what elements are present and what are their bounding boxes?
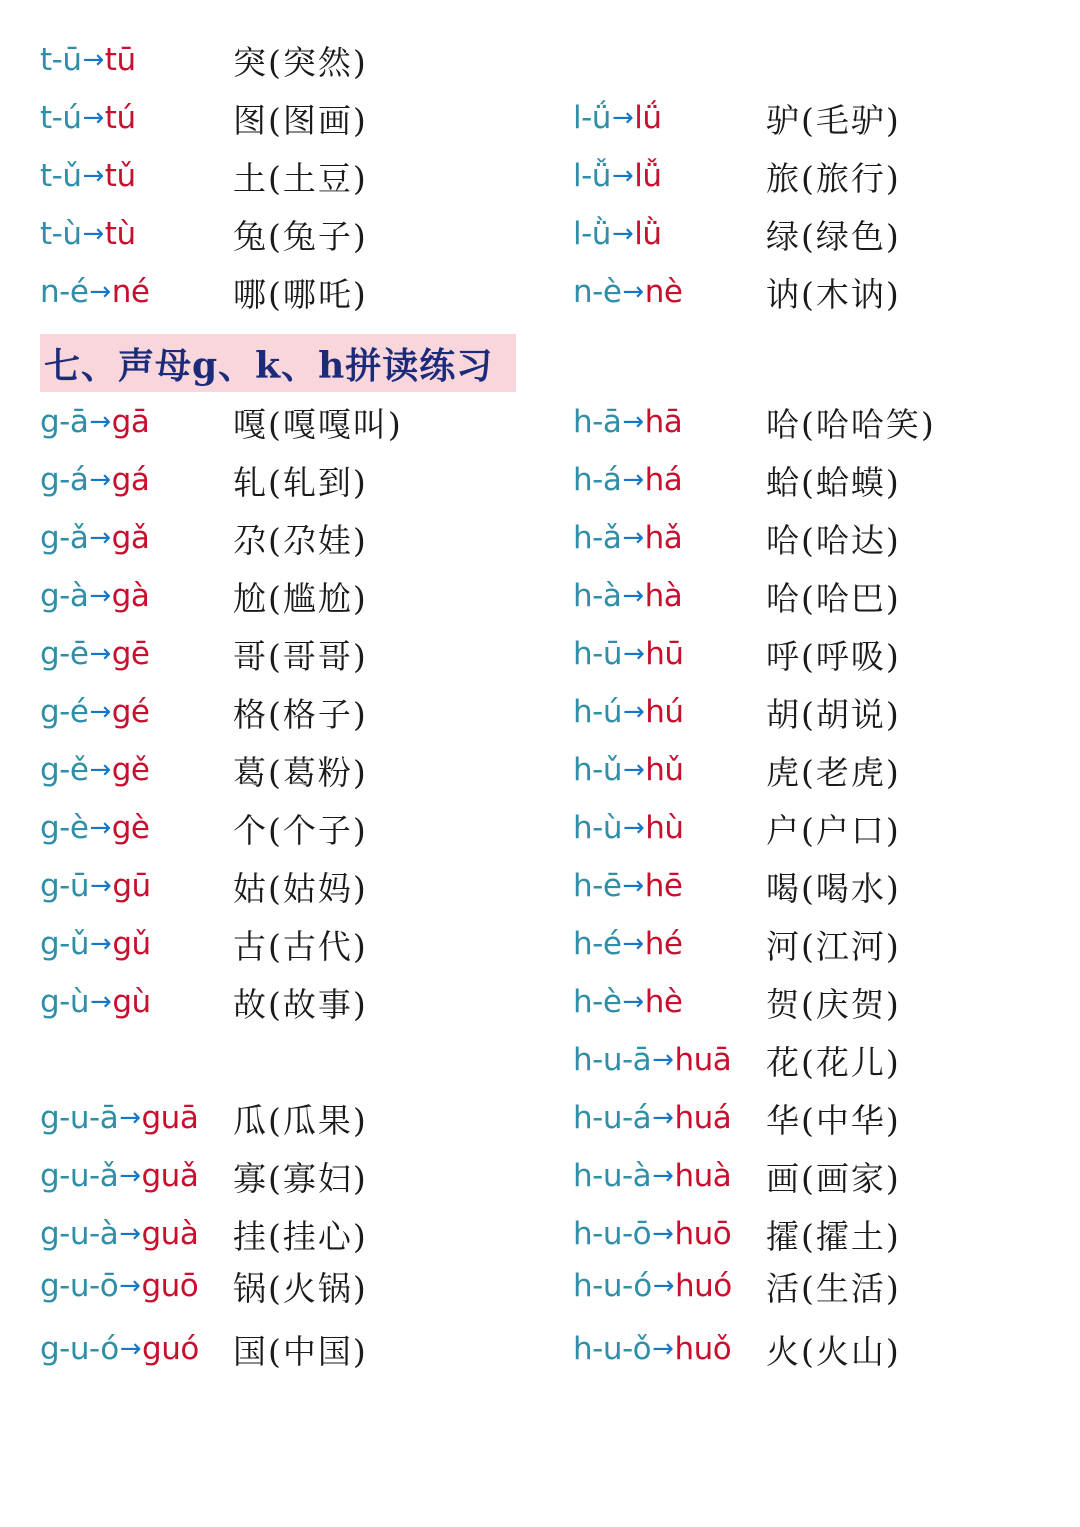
example-word: 活(生活) <box>766 1268 901 1308</box>
example-word: 锅(火锅) <box>233 1268 368 1308</box>
pinyin-spelling <box>573 1093 731 1143</box>
example-word: 攉(攉土) <box>766 1216 901 1256</box>
arrow-right-icon: → <box>119 1161 141 1191</box>
pinyin-result: huà <box>674 1158 732 1194</box>
section-heading-text: 七、声母g、k、h拼读练习 <box>44 344 494 387</box>
pinyin-result: gā <box>111 404 150 440</box>
pinyin-parts: g-u-ǎ <box>40 1158 119 1194</box>
example-word: 火(火山) <box>766 1331 901 1371</box>
arrow-right-icon: → <box>622 755 645 785</box>
pinyin-spelling <box>40 267 149 317</box>
pinyin-spelling <box>573 687 684 737</box>
example-word: 蛤(蛤蟆) <box>766 462 901 502</box>
arrow-right-icon: → <box>622 639 645 669</box>
pinyin-result: tǔ <box>104 158 136 194</box>
arrow-right-icon: → <box>611 219 634 249</box>
example-word: 花(花儿) <box>766 1042 901 1082</box>
arrow-right-icon: → <box>119 1219 141 1249</box>
arrow-right-icon: → <box>90 871 112 901</box>
pinyin-parts: g-ū <box>40 868 90 904</box>
pinyin-result: huā <box>674 1042 732 1078</box>
pinyin-spelling <box>573 861 682 911</box>
example-word: 户(户口) <box>766 810 901 850</box>
pinyin-spelling <box>40 1093 198 1143</box>
pinyin-parts: l-ǜ <box>573 216 611 252</box>
example-word: 喝(喝水) <box>766 868 901 908</box>
arrow-right-icon: → <box>652 1161 674 1191</box>
pinyin-spelling <box>573 745 684 795</box>
arrow-right-icon: → <box>652 1271 675 1301</box>
pinyin-spelling <box>40 93 136 143</box>
pinyin-spelling <box>573 919 682 969</box>
pinyin-result: nè <box>644 274 683 310</box>
pinyin-spelling <box>573 267 682 317</box>
example-word: 胡(胡说) <box>766 694 901 734</box>
pinyin-spelling <box>573 397 682 447</box>
pinyin-result: gě <box>111 752 150 788</box>
arrow-right-icon: → <box>89 755 111 785</box>
pinyin-spelling <box>40 1261 198 1311</box>
pinyin-result: hū <box>645 636 684 672</box>
arrow-right-icon: → <box>90 929 112 959</box>
arrow-right-icon: → <box>89 813 111 843</box>
example-word: 葛(葛粉) <box>233 752 368 792</box>
pinyin-parts: h-é <box>573 926 622 962</box>
arrow-right-icon: → <box>622 929 644 959</box>
example-word: 图(图画) <box>233 100 368 140</box>
arrow-right-icon: → <box>622 523 644 553</box>
pinyin-parts: h-u-á <box>573 1100 652 1136</box>
pinyin-parts: h-u-à <box>573 1158 652 1194</box>
pinyin-result: hǎ <box>644 520 683 556</box>
pinyin-parts: g-è <box>40 810 89 846</box>
pinyin-result: guó <box>142 1331 199 1367</box>
example-word: 寡(寡妇) <box>233 1158 368 1198</box>
example-word: 贺(庆贺) <box>766 984 901 1024</box>
pinyin-result: tū <box>104 42 136 78</box>
arrow-right-icon: → <box>89 581 111 611</box>
arrow-right-icon: → <box>82 219 104 249</box>
example-word: 姑(姑妈) <box>233 868 368 908</box>
pinyin-result: gǔ <box>112 926 151 962</box>
pinyin-result: hè <box>644 984 683 1020</box>
arrow-right-icon: → <box>622 407 644 437</box>
example-word: 哪(哪吒) <box>233 274 368 314</box>
example-word: 嘎(嘎嘎叫) <box>233 404 403 444</box>
arrow-right-icon: → <box>82 45 104 75</box>
arrow-right-icon: → <box>119 1271 141 1301</box>
pinyin-spelling <box>573 1324 731 1374</box>
pinyin-result: hú <box>645 694 684 730</box>
pinyin-result: gē <box>111 636 150 672</box>
example-word: 华(中华) <box>766 1100 901 1140</box>
pinyin-result: hǔ <box>645 752 684 788</box>
pinyin-parts: l-ǚ <box>573 158 611 194</box>
pinyin-parts: g-á <box>40 462 89 498</box>
example-word: 绿(绿色) <box>766 216 901 256</box>
example-word: 讷(木讷) <box>766 274 901 314</box>
pinyin-parts: h-ǎ <box>573 520 622 556</box>
example-word: 古(古代) <box>233 926 368 966</box>
example-word: 突(突然) <box>233 42 368 82</box>
example-word: 兔(兔子) <box>233 216 368 256</box>
pinyin-result: gè <box>111 810 150 846</box>
pinyin-spelling <box>573 803 684 853</box>
pinyin-result: gé <box>111 694 150 730</box>
pinyin-spelling <box>573 571 682 621</box>
pinyin-spelling <box>40 455 149 505</box>
pinyin-spelling <box>40 571 149 621</box>
arrow-right-icon: → <box>89 523 111 553</box>
pinyin-parts: t-ū <box>40 42 82 78</box>
example-word: 哥(哥哥) <box>233 636 368 676</box>
pinyin-spelling <box>573 1209 731 1259</box>
pinyin-result: lǘ <box>634 100 662 136</box>
pinyin-parts: h-u-ā <box>573 1042 652 1078</box>
pinyin-result: huǒ <box>674 1331 732 1367</box>
pinyin-spelling <box>40 397 149 447</box>
pinyin-result: né <box>111 274 150 310</box>
arrow-right-icon: → <box>89 639 111 669</box>
pinyin-spelling <box>573 513 682 563</box>
arrow-right-icon: → <box>622 813 645 843</box>
pinyin-parts: h-à <box>573 578 622 614</box>
arrow-right-icon: → <box>611 161 634 191</box>
pinyin-spelling <box>40 209 136 259</box>
arrow-right-icon: → <box>652 1045 674 1075</box>
pinyin-parts: h-u-ó <box>573 1268 652 1304</box>
example-word: 哈(哈哈笑) <box>766 404 936 444</box>
example-word: 旅(旅行) <box>766 158 901 198</box>
pinyin-spelling <box>40 629 149 679</box>
pinyin-result: guǎ <box>141 1158 199 1194</box>
arrow-right-icon: → <box>89 465 111 495</box>
pinyin-parts: g-ǔ <box>40 926 90 962</box>
pinyin-spelling <box>573 977 682 1027</box>
example-word: 驴(毛驴) <box>766 100 901 140</box>
arrow-right-icon: → <box>622 871 644 901</box>
pinyin-result: hé <box>644 926 683 962</box>
example-word: 河(江河) <box>766 926 901 966</box>
pinyin-parts: g-u-à <box>40 1216 119 1252</box>
pinyin-spelling <box>40 151 136 201</box>
pinyin-spelling <box>40 513 149 563</box>
example-word: 瓜(瓜果) <box>233 1100 368 1140</box>
pinyin-parts: g-é <box>40 694 89 730</box>
pinyin-parts: l-ǘ <box>573 100 611 136</box>
example-word: 尬(尴尬) <box>233 578 368 618</box>
pinyin-result: gá <box>111 462 150 498</box>
pinyin-parts: h-u-ǒ <box>573 1331 652 1367</box>
pinyin-parts: g-ě <box>40 752 89 788</box>
pinyin-spelling <box>40 1209 198 1259</box>
example-word: 哈(哈巴) <box>766 578 901 618</box>
arrow-right-icon: → <box>89 277 111 307</box>
pinyin-parts: h-ú <box>573 694 622 730</box>
pinyin-spelling <box>40 803 149 853</box>
pinyin-result: gù <box>112 984 151 1020</box>
arrow-right-icon: → <box>622 581 644 611</box>
example-word: 画(画家) <box>766 1158 901 1198</box>
pinyin-result: lǜ <box>634 216 662 252</box>
pinyin-spelling <box>40 745 149 795</box>
pinyin-result: tú <box>104 100 136 136</box>
pinyin-spelling <box>40 861 151 911</box>
pinyin-result: huá <box>674 1100 732 1136</box>
pinyin-parts: t-ù <box>40 216 82 252</box>
arrow-right-icon: → <box>119 1103 141 1133</box>
pinyin-spelling <box>573 209 662 259</box>
pinyin-parts: h-á <box>573 462 622 498</box>
pinyin-parts: g-u-ō <box>40 1268 119 1304</box>
pinyin-result: hà <box>644 578 683 614</box>
pinyin-spelling <box>40 977 151 1027</box>
arrow-right-icon: → <box>652 1219 674 1249</box>
pinyin-result: tù <box>104 216 136 252</box>
pinyin-parts: h-u-ō <box>573 1216 652 1252</box>
pinyin-result: gǎ <box>111 520 150 556</box>
pinyin-result: lǚ <box>634 158 662 194</box>
pinyin-parts: g-ā <box>40 404 89 440</box>
pinyin-result: gū <box>112 868 151 904</box>
arrow-right-icon: → <box>611 103 634 133</box>
arrow-right-icon: → <box>622 277 644 307</box>
pinyin-parts: n-è <box>573 274 622 310</box>
pinyin-result: guō <box>141 1268 199 1304</box>
pinyin-parts: g-à <box>40 578 89 614</box>
pinyin-spelling <box>573 1261 732 1311</box>
pinyin-spelling <box>573 1151 731 1201</box>
example-word: 格(格子) <box>233 694 368 734</box>
pinyin-result: guà <box>141 1216 199 1252</box>
example-word: 尕(尕娃) <box>233 520 368 560</box>
example-word: 轧(轧到) <box>233 462 368 502</box>
example-word: 虎(老虎) <box>766 752 901 792</box>
pinyin-spelling <box>40 1324 199 1374</box>
arrow-right-icon: → <box>90 987 112 1017</box>
pinyin-parts: h-ā <box>573 404 622 440</box>
pinyin-parts: g-ǎ <box>40 520 89 556</box>
arrow-right-icon: → <box>82 161 104 191</box>
arrow-right-icon: → <box>622 987 644 1017</box>
arrow-right-icon: → <box>82 103 104 133</box>
pinyin-parts: g-ē <box>40 636 89 672</box>
pinyin-result: huō <box>674 1216 732 1252</box>
pinyin-result: guā <box>141 1100 199 1136</box>
pinyin-spelling <box>573 455 682 505</box>
arrow-right-icon: → <box>652 1103 674 1133</box>
pinyin-result: hē <box>644 868 683 904</box>
section-heading <box>40 334 516 392</box>
pinyin-parts: h-è <box>573 984 622 1020</box>
arrow-right-icon: → <box>652 1334 674 1364</box>
pinyin-spelling <box>573 151 662 201</box>
example-word: 哈(哈达) <box>766 520 901 560</box>
pinyin-result: huó <box>675 1268 732 1304</box>
pinyin-spelling <box>40 919 151 969</box>
pinyin-result: hā <box>644 404 683 440</box>
pinyin-parts: t-ú <box>40 100 82 136</box>
example-word: 呼(呼吸) <box>766 636 901 676</box>
pinyin-parts: h-ē <box>573 868 622 904</box>
arrow-right-icon: → <box>89 697 111 727</box>
pinyin-parts: h-ū <box>573 636 622 672</box>
pinyin-result: há <box>644 462 683 498</box>
pinyin-spelling <box>40 1151 198 1201</box>
pinyin-spelling <box>573 1035 731 1085</box>
pinyin-result: hù <box>645 810 684 846</box>
pinyin-parts: t-ǔ <box>40 158 82 194</box>
arrow-right-icon: → <box>622 465 644 495</box>
pinyin-spelling <box>40 687 149 737</box>
pinyin-parts: h-ù <box>573 810 622 846</box>
pinyin-parts: h-ǔ <box>573 752 622 788</box>
pinyin-spelling <box>40 35 136 85</box>
pinyin-parts: n-é <box>40 274 89 310</box>
arrow-right-icon: → <box>119 1334 142 1364</box>
pinyin-result: gà <box>111 578 150 614</box>
arrow-right-icon: → <box>622 697 645 727</box>
example-word: 国(中国) <box>233 1331 368 1371</box>
example-word: 个(个子) <box>233 810 368 850</box>
pinyin-parts: g-u-ā <box>40 1100 119 1136</box>
pinyin-spelling <box>573 629 684 679</box>
example-word: 挂(挂心) <box>233 1216 368 1256</box>
pinyin-parts: g-u-ó <box>40 1331 119 1367</box>
example-word: 土(土豆) <box>233 158 368 198</box>
pinyin-parts: g-ù <box>40 984 90 1020</box>
pinyin-spelling <box>573 93 662 143</box>
example-word: 故(故事) <box>233 984 368 1024</box>
arrow-right-icon: → <box>89 407 111 437</box>
